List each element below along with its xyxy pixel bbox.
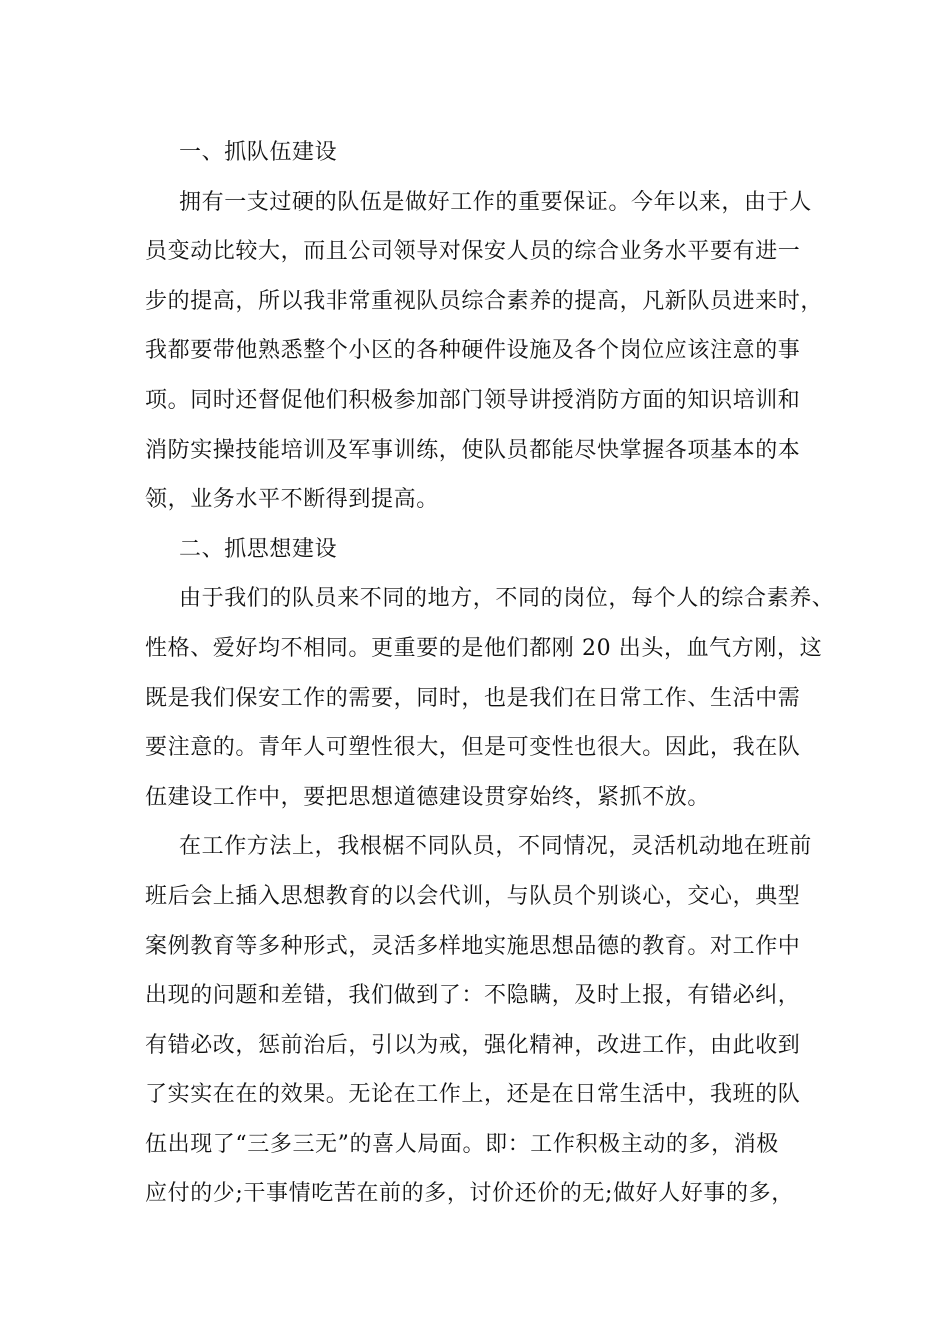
paragraph-line: 领，业务水平不断得到提高。 xyxy=(145,487,439,513)
paragraph-line: 员变动比较大，而且公司领导对保安人员的综合业务水平要有进一 xyxy=(145,239,801,265)
paragraph-line: 伍出现了“三多三无”的喜人局面。即：工作积极主动的多，消极 xyxy=(145,1131,779,1157)
paragraph-line: 步的提高，所以我非常重视队员综合素养的提高，凡新队员进来时， xyxy=(145,288,824,314)
paragraph-line: 了实实在在的效果。无论在工作上，还是在日常生活中，我班的队 xyxy=(145,1082,801,1108)
section-heading-ideology-building: 二、抓思想建设 xyxy=(179,536,338,562)
paragraph-line: 由于我们的队员来不同的地方，不同的岗位，每个人的综合素养、 xyxy=(179,586,835,612)
paragraph-line: 在工作方法上，我根椐不同队员，不同情况，灵活机动地在班前 xyxy=(179,834,812,860)
paragraph-line: 消防实操技能培训及军事训练，使队员都能尽快掌握各项基本的本 xyxy=(145,437,801,463)
paragraph-line: 既是我们保安工作的需要，同时，也是我们在日常工作、生活中需 xyxy=(145,685,801,711)
section-heading-team-building: 一、抓队伍建设 xyxy=(179,140,338,165)
paragraph-line: 要注意的。青年人可塑性很大，但是可变性也很大。因此，我在队 xyxy=(145,735,801,761)
paragraph-line: 班后会上插入思想教育的以会代训，与队员个别谈心，交心，典型 xyxy=(145,883,801,909)
paragraph-line: 出现的问题和差错，我们做到了：不隐瞒，及时上报，有错必纠， xyxy=(145,983,801,1009)
paragraph-line: 应付的少;干事情吃苦在前的多，讨价还价的无;做好人好事的多， xyxy=(145,1181,794,1207)
paragraph-line: 拥有一支过硬的队伍是做好工作的重要保证。今年以来，由于人 xyxy=(179,189,812,215)
paragraph-line: 性格、爱好均不相同。更重要的是他们都刚 20 出头，血气方刚，这 xyxy=(145,635,823,661)
paragraph-line: 有错必改，惩前治后，引以为戒，强化精神，改进工作，由此收到 xyxy=(145,1032,801,1058)
paragraph-line: 项。同时还督促他们积极参加部门领导讲授消防方面的知识培训和 xyxy=(145,387,801,413)
document-body xyxy=(145,128,835,1219)
paragraph-line: 我都要带他熟悉整个小区的各种硬件设施及各个岗位应该注意的事 xyxy=(145,338,801,364)
paragraph-line: 伍建设工作中，要把思想道德建设贯穿始终，紧抓不放。 xyxy=(145,784,711,810)
paragraph-line: 案例教育等多种形式，灵活多样地实施思想品德的教育。对工作中 xyxy=(145,933,801,959)
